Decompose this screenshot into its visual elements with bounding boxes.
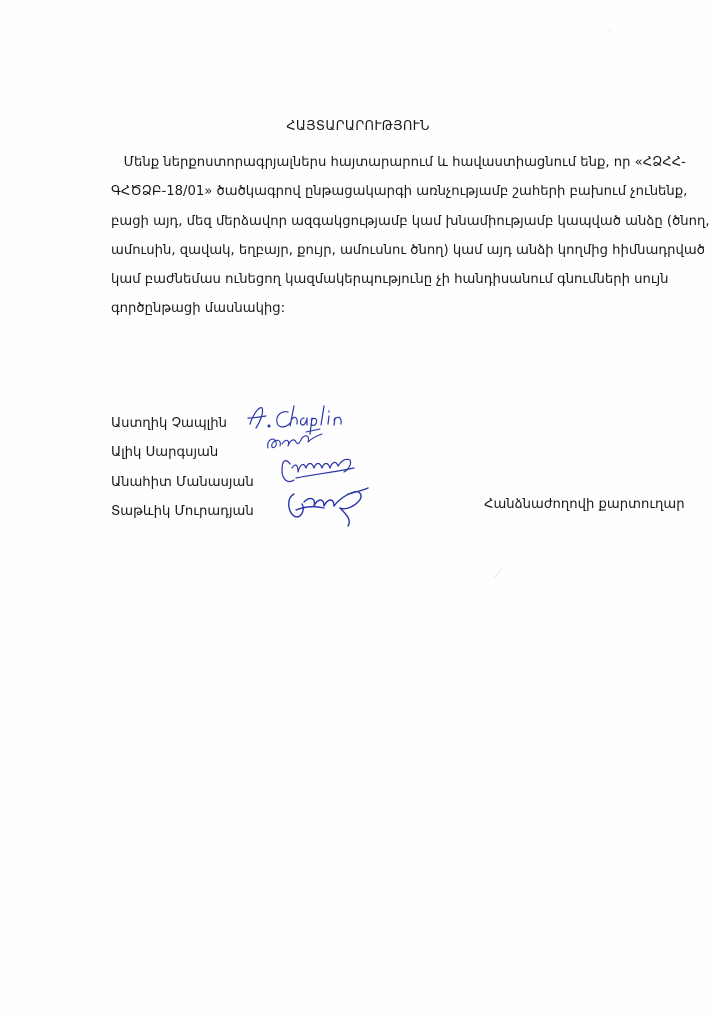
paragraph-line: կամ բաժնեմաս ունեցող կազմակերպությունը չի հանդիսանում գնումների սույն <box>111 272 669 288</box>
paragraph-line: Մենք ներքոստորագրյալներս հայտարարում և հավաստիացնում ենք, որ «ՀՁՀՀ- <box>111 155 686 170</box>
signatures-image <box>236 398 406 538</box>
signature-1 <box>248 406 341 434</box>
scan-mark <box>606 28 612 34</box>
declaration-paragraph <box>111 148 710 324</box>
paragraph-line: գործընթացի մասնակից: <box>111 301 286 317</box>
signatory-list <box>111 409 254 527</box>
signature-3 <box>282 459 354 481</box>
signatory-name: Անահիտ Մանասյան <box>111 474 254 490</box>
paragraph-line: ամուսին, զավակ, եղբայր, քույր, ամուսնու ծնող) կամ այդ անձի կողմից հիմնադրված <box>111 242 705 258</box>
paragraph-line: ԳՀԾՁԲ-18/01» ծածկագրով ընթացակարգի առնչությամբ շահերի բախում չունենք, <box>111 184 688 200</box>
signatory-name: Ալիկ Սարգսյան <box>111 445 219 461</box>
role-label: Հանձնաժողովի քարտուղար <box>484 497 685 512</box>
scan-mark <box>492 566 504 580</box>
paragraph-line: բացի այդ, մեզ մերձավոր ազգակցությամբ կամ խնամիությամբ կապված անձը (ծնող, <box>111 213 710 229</box>
signatory-name: Տաթևիկ Մուրադյան <box>111 504 254 520</box>
signature-4 <box>289 488 368 526</box>
document-title: ՀԱՅՏԱՐԱՐՈՒԹՅՈՒՆ <box>286 119 430 134</box>
signature-2 <box>268 429 322 448</box>
signatory-name: Աստղիկ Չապլին <box>111 416 227 431</box>
